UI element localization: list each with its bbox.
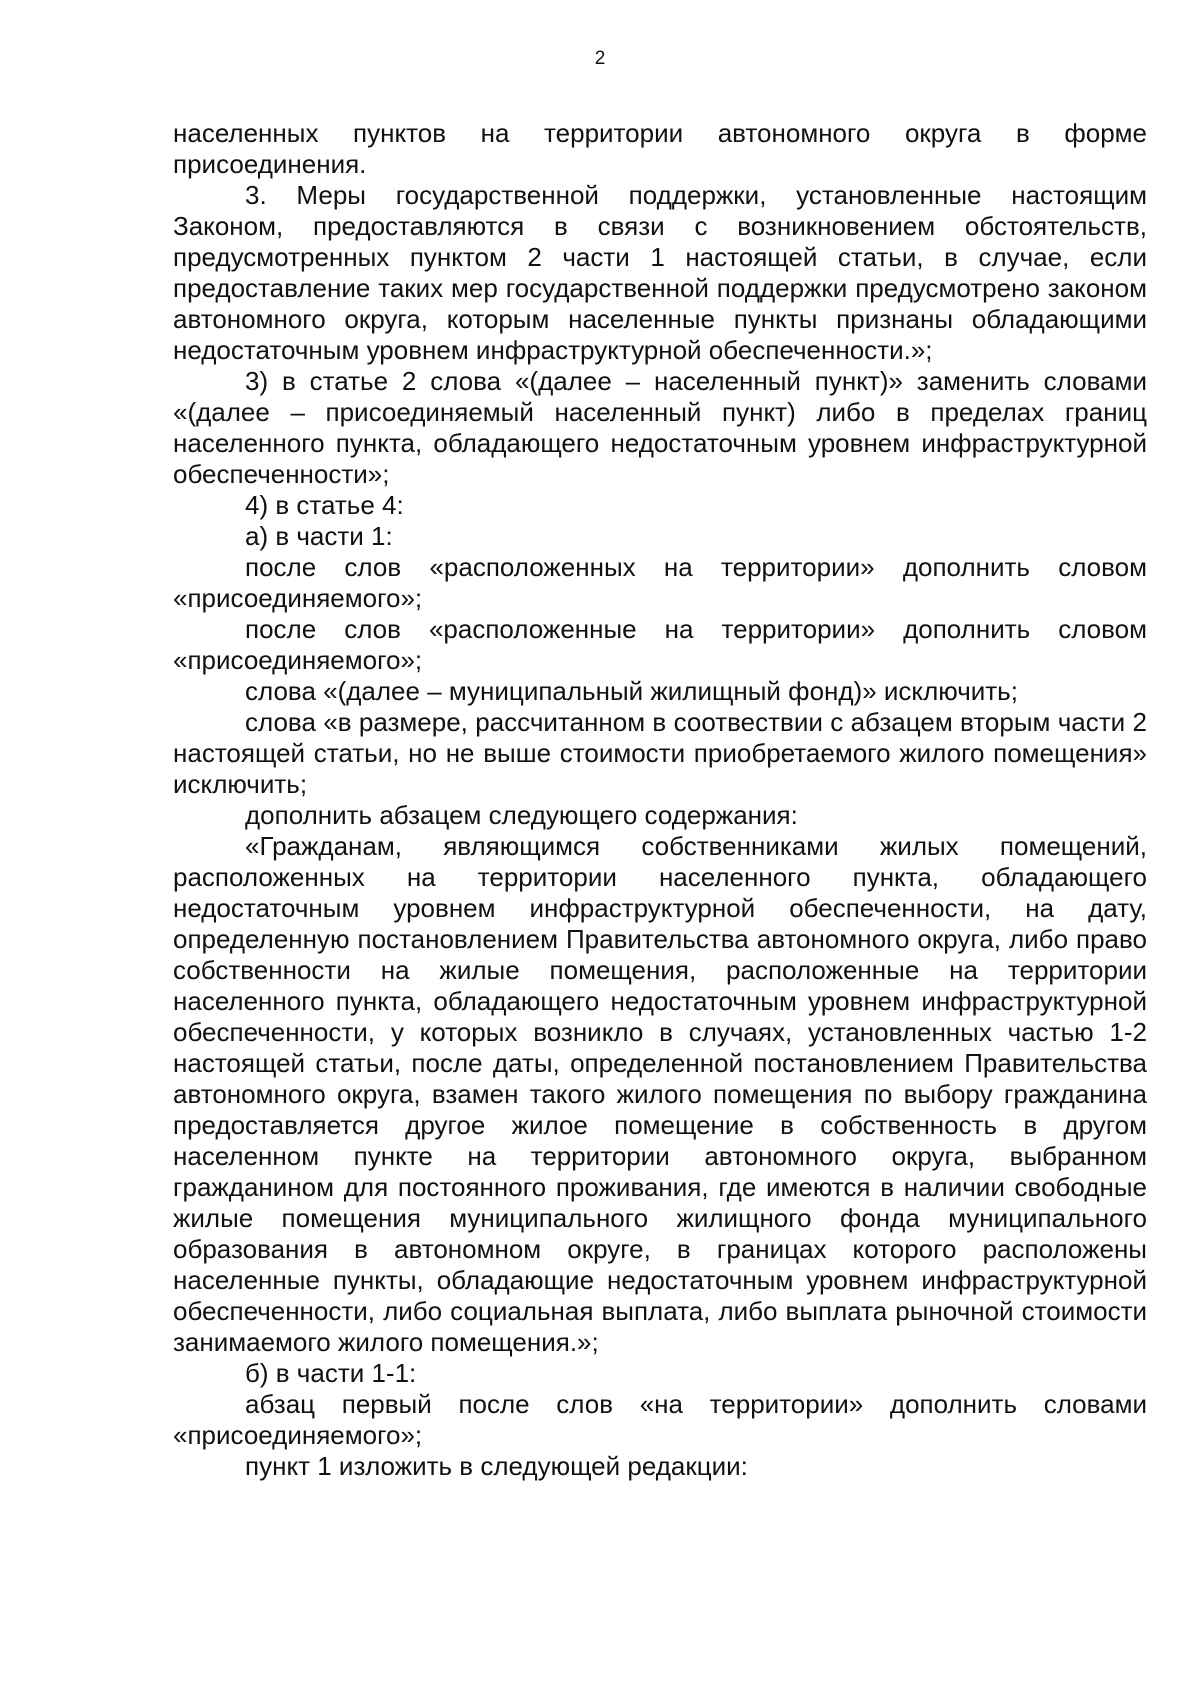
paragraph-subitem-b: б) в части 1-1:	[245, 1358, 417, 1388]
paragraph-amendment-6: абзац первый после слов «на территории» дополнить словами «присоединяемого»;	[173, 1389, 1147, 1450]
page-number: 2	[594, 48, 606, 69]
paragraph-amendment-5: дополнить абзацем следующего содержания:	[245, 800, 798, 830]
paragraph-subitem-a: а) в части 1:	[245, 521, 393, 551]
paragraph-new-text: «Гражданам, являющимся собственниками жилых помещений, расположенных на территории населенного пункта, обладающего недостаточным уровнем инфраструктурной обеспеченности, на дату, определенную постановлением Правительства автономного округа, либо право собственности на жилые помещения, расположенные на территории населенного пункта, обладающего недостаточным уровнем инфраструктурной обеспеченности, у которых возникло в случаях, установленных частью 1-2 настоящей статьи, после даты, определенной постановлением Правительства автономного округа, взамен такого жилого помещения по выбору гражданина предоставляется другое жилое помещение в собственность в другом населенном пункте на территории автономного округа, выбранном гражданином для постоянного проживания, где имеются в наличии свободные жилые помещения муниципального жилищного фонда муниципального образования в автономном округе, в границах которого расположены населенные пункты, обладающие недостаточным уровнем инфраструктурной обеспеченности, либо социальная выплата, либо выплата рыночной стоимости занимаемого жилого помещения.»;	[173, 831, 1147, 1357]
document-body	[173, 118, 1147, 1482]
paragraph-amendment-4: слова «в размере, рассчитанном в соотвествии с абзацем вторым части 2 настоящей статьи, но не выше стоимости приобретаемого жилого помещения» исключить;	[173, 707, 1147, 799]
paragraph-amendment-2: после слов «расположенные на территории» дополнить словом «присоединяемого»;	[173, 614, 1147, 675]
paragraph-amendment-1: после слов «расположенных на территории» дополнить словом «присоединяемого»;	[173, 552, 1147, 613]
paragraph-amendment-7: пункт 1 изложить в следующей редакции:	[245, 1451, 748, 1481]
paragraph-item-3: 3) в статье 2 слова «(далее – населенный пункт)» заменить словами «(далее – присоединяемый населенный пункт) либо в пределах границ населенного пункта, обладающего недостаточным уровнем инфраструктурной обеспеченности»;	[173, 366, 1147, 489]
paragraph-continuation: населенных пунктов на территории автономного округа в форме присоединения.	[173, 118, 1147, 179]
paragraph-part-3: 3. Меры государственной поддержки, установленные настоящим Законом, предоставляются в связи с возникновением обстоятельств, предусмотренных пунктом 2 части 1 настоящей статьи, в случае, если предоставление таких мер государственной поддержки предусмотрено законом автономного округа, которым населенные пункты признаны обладающими недостаточным уровнем инфраструктурной обеспеченности.»;	[173, 180, 1147, 365]
paragraph-item-4: 4) в статье 4:	[245, 490, 404, 520]
paragraph-amendment-3: слова «(далее – муниципальный жилищный фонд)» исключить;	[245, 676, 1018, 706]
